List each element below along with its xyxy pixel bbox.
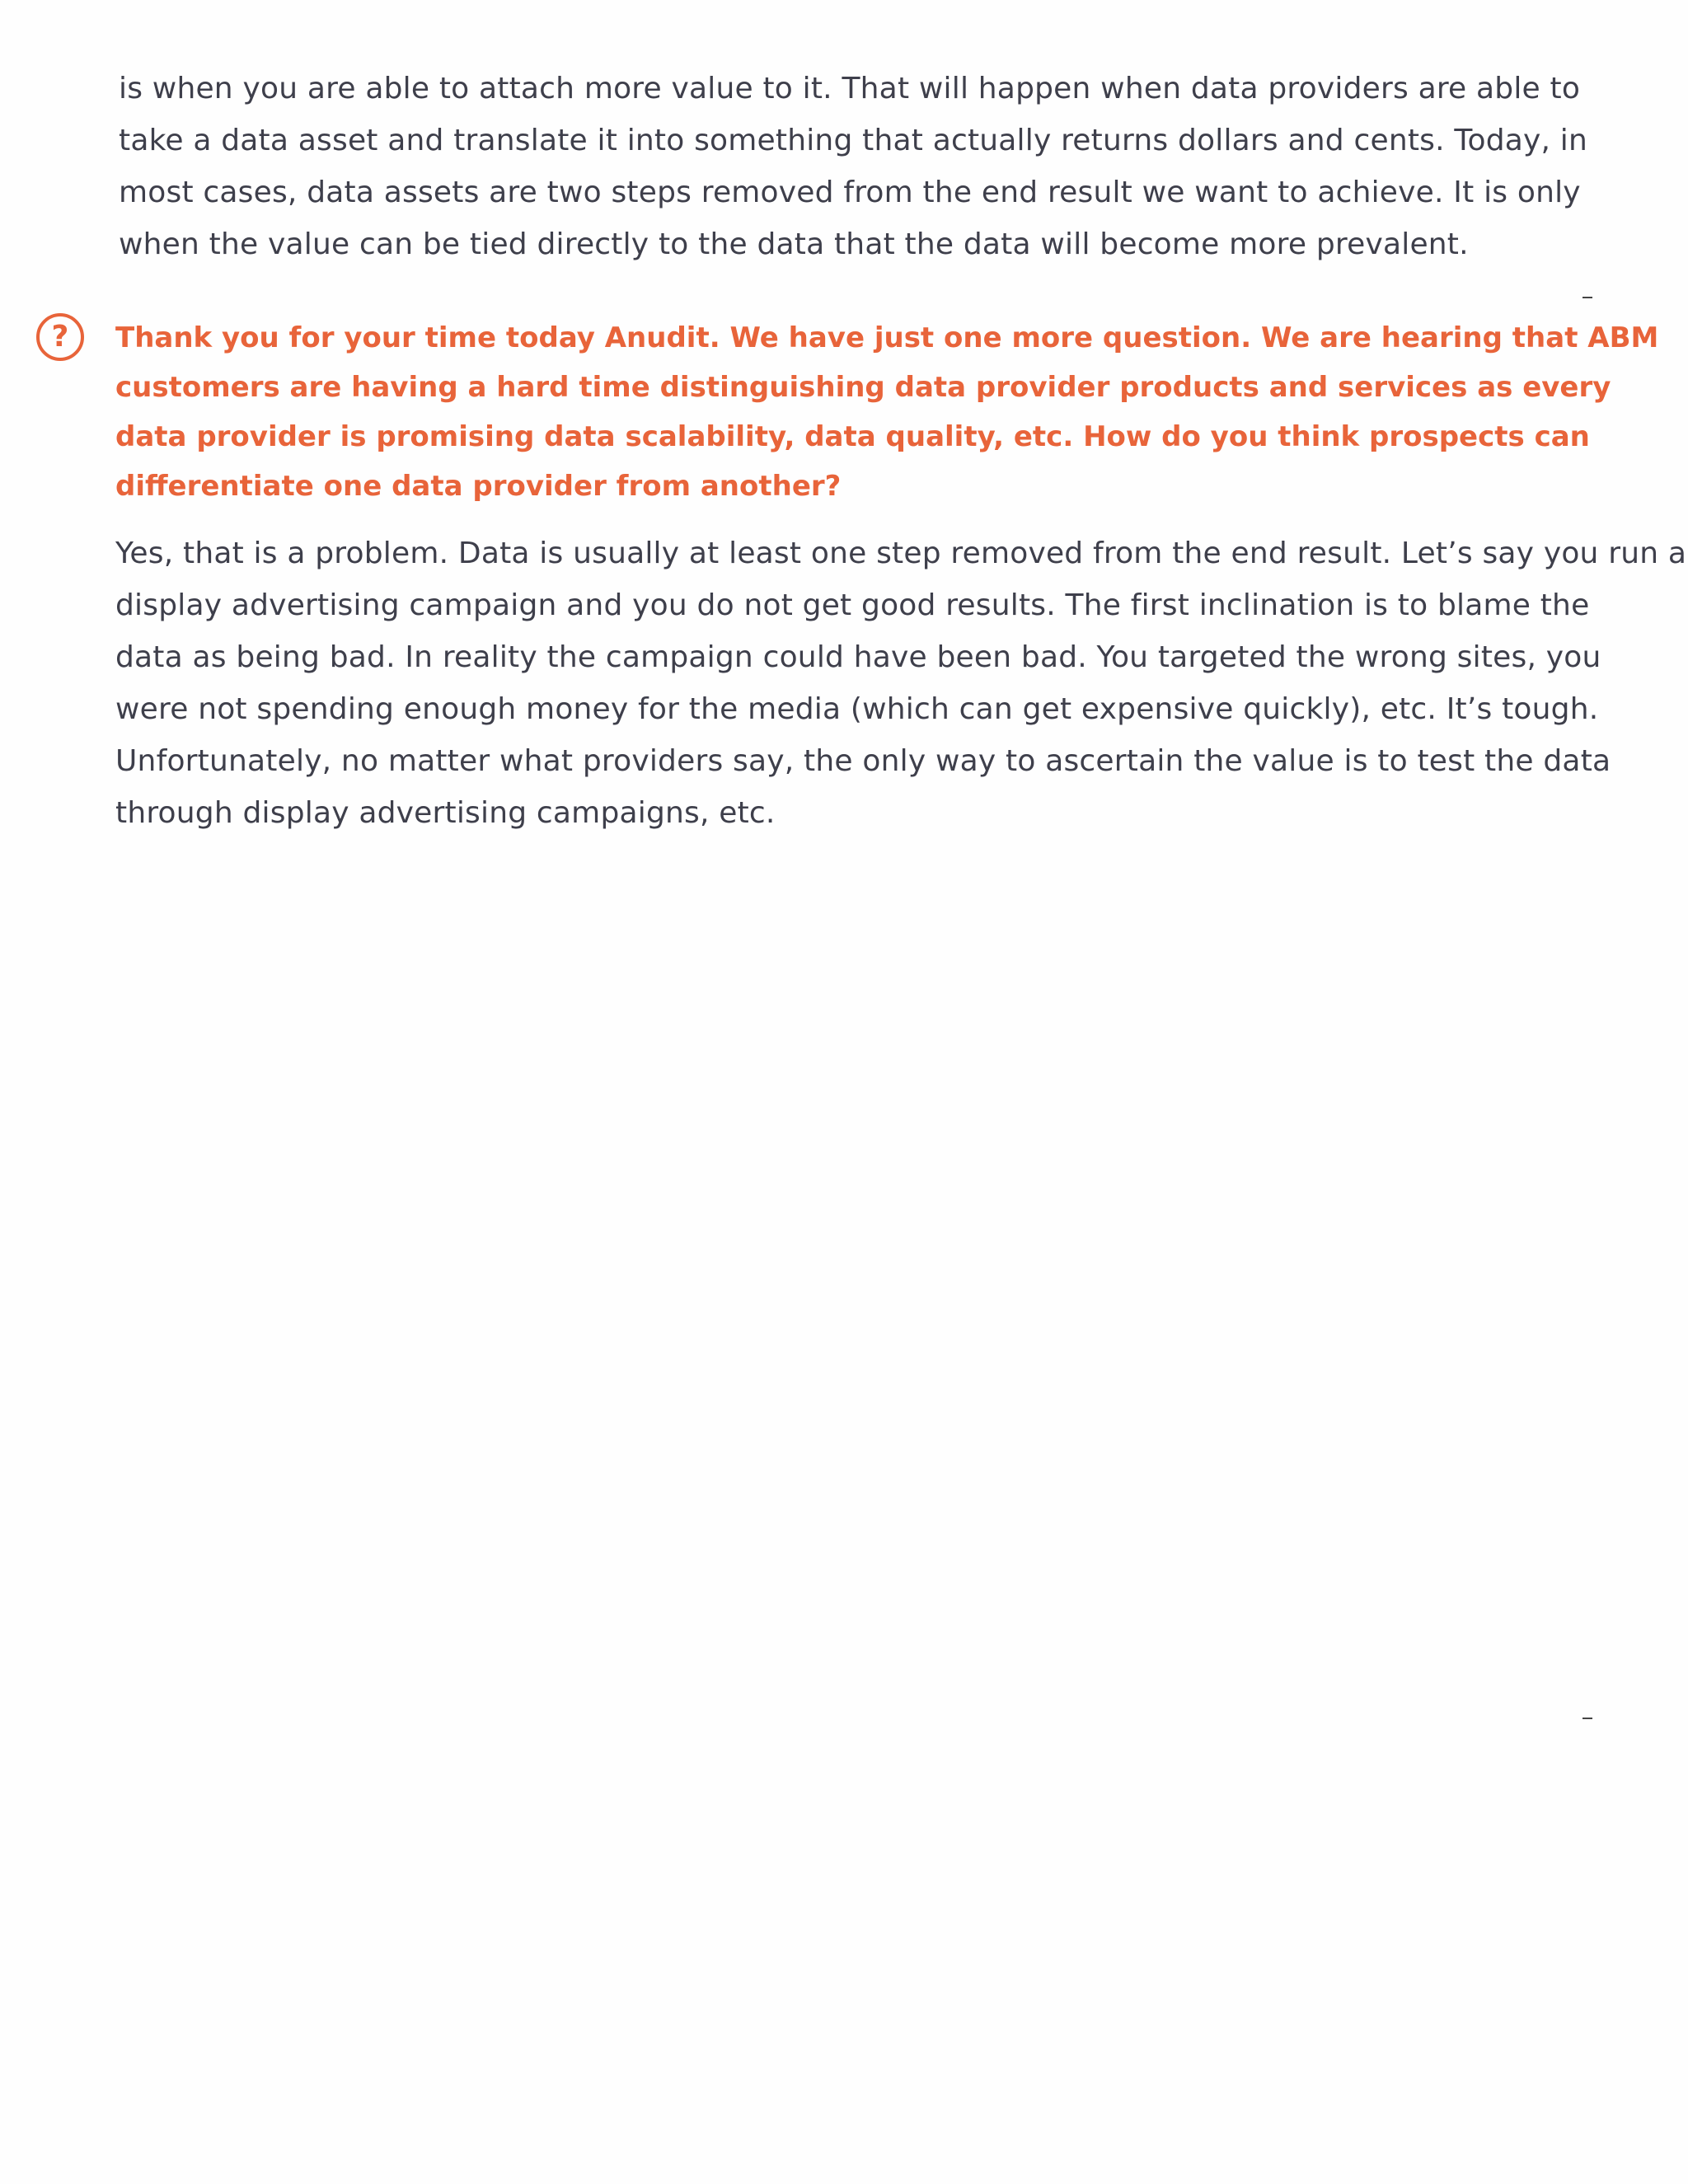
question-line: Thank you for your time today Anudit. We have just one more question. We are hearing that ABM [115,321,1659,354]
paragraph-line: when the value can be tied directly to the data that the data will become more prevalent. [119,227,1469,261]
question-circle-icon: ? [36,313,84,361]
paragraph-line: is when you are able to attach more value to it. That will happen when data providers are able to [119,72,1581,105]
intro-paragraph [119,63,1619,270]
paragraph-line: were not spending enough money for the media (which can get expensive quickly), etc. It’s tough. [115,692,1599,726]
page-marker-dash [1582,1718,1592,1719]
paragraph-line: Yes, that is a problem. Data is usually at least one step removed from the end result. Let’s say you run a [115,537,1687,570]
paragraph-line: display advertising campaign and you do not get good results. The first inclination is to blame the [115,588,1590,622]
paragraph-line: most cases, data assets are two steps removed from the end result we want to achieve. It is only [119,176,1581,209]
paragraph-line: data as being bad. In reality the campaign could have been bad. You targeted the wrong sites, you [115,640,1601,674]
page-marker-dash [1582,297,1592,298]
answer-paragraph [115,527,1687,839]
interview-question [115,313,1659,511]
paragraph-line: Unfortunately, no matter what providers say, the only way to ascertain the value is to test the data [115,744,1611,778]
question-line: data provider is promising data scalability, data quality, etc. How do you think prospects can [115,420,1590,453]
question-line: customers are having a hard time distinguishing data provider products and services as every [115,371,1611,404]
question-line: differentiate one data provider from another? [115,470,842,503]
paragraph-line: take a data asset and translate it into something that actually returns dollars and cents. Today, in [119,124,1588,157]
paragraph-line: through display advertising campaigns, etc. [115,796,776,830]
